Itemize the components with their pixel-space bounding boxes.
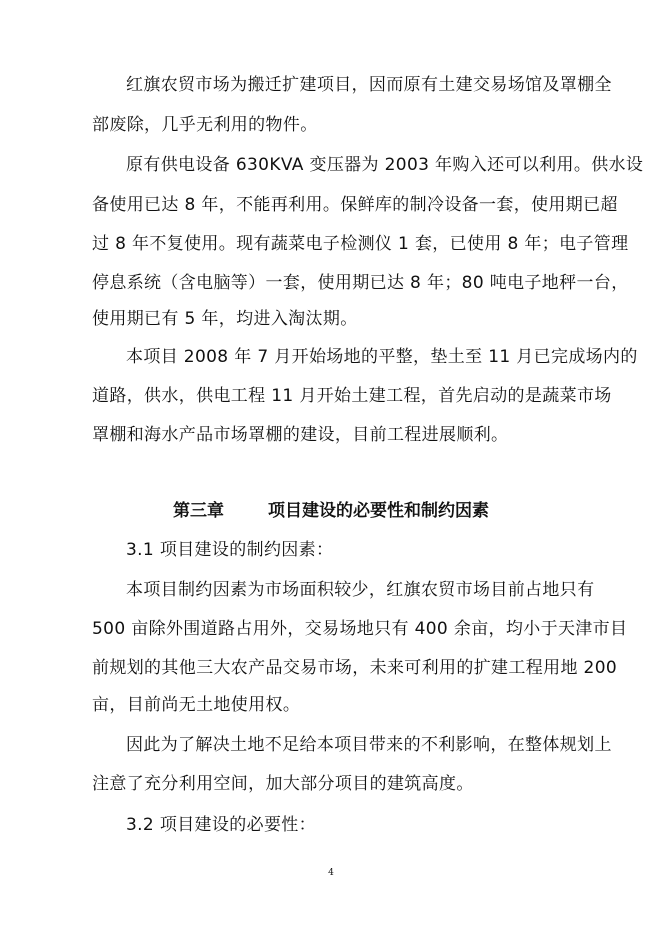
paragraph-line: 原有供电设备 630KVA 变压器为 2003 年购入还可以利用。供水设: [126, 155, 644, 175]
paragraph-line: 本项目 2008 年 7 月开始场地的平整，垫土至 11 月已完成场内的: [126, 347, 638, 367]
paragraph-line: 过 8 年不复使用。现有蔬菜电子检测仪 1 套，已使用 8 年；电子管理: [92, 234, 629, 254]
paragraph-line: 部废除，几乎无利用的物件。: [92, 115, 318, 135]
paragraph-line: 停息系统（含电脑等）一套，使用期已达 8 年；80 吨电子地秤一台，: [92, 273, 629, 293]
paragraph-line: 500 亩除外围道路占用外，交易场地只有 400 余亩，均小于天津市目: [92, 619, 628, 639]
paragraph-line: 亩，目前尚无土地使用权。: [92, 695, 301, 715]
paragraph-line: 使用期已有 5 年，均进入淘汰期。: [92, 309, 358, 329]
paragraph-line: 本项目制约因素为市场面积较少，红旗农贸市场目前占地只有: [126, 580, 595, 600]
page-number: 4: [328, 868, 334, 878]
paragraph-line: 注意了充分利用空间，加大部分项目的建筑高度。: [92, 774, 474, 794]
paragraph-line: 道路，供水，供电工程 11 月开始土建工程，首先启动的是蔬菜市场: [92, 386, 612, 406]
chapter-number: 第三章: [173, 501, 224, 521]
paragraph-line: 备使用已达 8 年，不能再利用。保鲜库的制冷设备一套，使用期已超: [92, 195, 618, 215]
section-title: 3.1 项目建设的制约因素：: [126, 540, 334, 560]
section-title: 3.2 项目建设的必要性：: [126, 815, 316, 835]
chapter-heading: [0, 496, 662, 526]
paragraph-line: 前规划的其他三大农产品交易市场，未来可利用的扩建工程用地 200: [92, 658, 618, 678]
paragraph-line: 因此为了解决土地不足给本项目带来的不利影响，在整体规划上: [126, 735, 612, 755]
paragraph-line: 罩棚和海水产品市场罩棚的建设，目前工程进展顺利。: [92, 425, 509, 445]
chapter-title: 项目建设的必要性和制约因素: [268, 501, 489, 521]
paragraph-line: 红旗农贸市场为搬迁扩建项目，因而原有土建交易场馆及罩棚全: [126, 75, 612, 95]
